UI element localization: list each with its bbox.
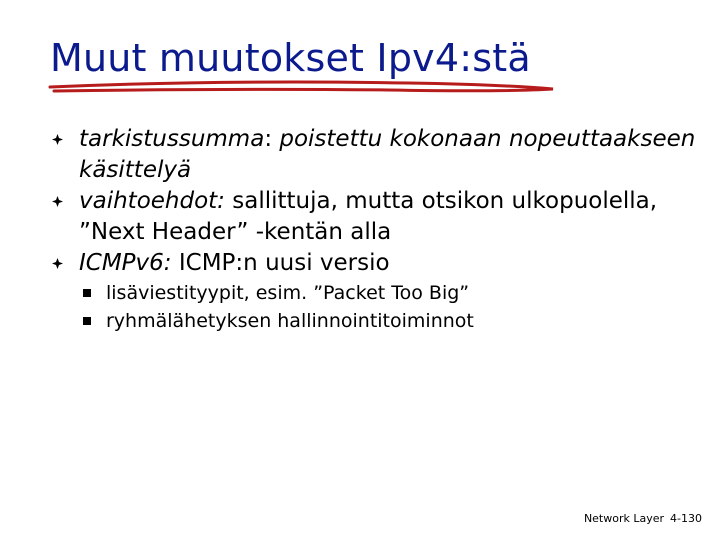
- diamond-bullet-icon: [52, 134, 63, 145]
- bullet-text: poistettu kokonaan nopeuttaakseen käsittelyä: [79, 126, 696, 183]
- sub-bullet-item: [79, 279, 712, 307]
- square-bullet-icon: [83, 317, 91, 325]
- sub-bullet-text: lisäviestityypit, esim. ”Packet Too Big”: [106, 282, 470, 304]
- bullet-lead-suffix: :: [264, 126, 273, 152]
- bullet-text: ICMP:n uusi versio: [171, 250, 390, 276]
- slide-title: Muut muutokset Ipv4:stä: [50, 36, 531, 80]
- diamond-bullet-icon: [52, 258, 63, 269]
- bullet-item: [52, 124, 712, 186]
- sub-bullet-text: ryhmälähetyksen hallinnointitoiminnot: [106, 310, 474, 332]
- sub-bullet-item: [79, 307, 712, 335]
- bullet-text: sallittuja, mutta otsikon ulkopuolella, ”Next Header” -kentän alla: [79, 188, 658, 245]
- bullet-list: [52, 124, 712, 335]
- slide-footer: [584, 512, 702, 525]
- bullet-lead: ICMPv6:: [79, 250, 172, 276]
- diamond-bullet-icon: [52, 196, 63, 207]
- bullet-lead: vaihtoehdot:: [79, 188, 225, 214]
- bullet-lead: tarkistussumma: [79, 126, 265, 152]
- footer-label: Network Layer: [583, 512, 665, 525]
- bullet-item: [52, 186, 712, 248]
- title-underline: [48, 78, 558, 98]
- page-number: 4-130: [670, 512, 702, 525]
- bullet-item: [52, 248, 712, 279]
- sub-bullet-list: [79, 279, 712, 335]
- square-bullet-icon: [83, 289, 91, 297]
